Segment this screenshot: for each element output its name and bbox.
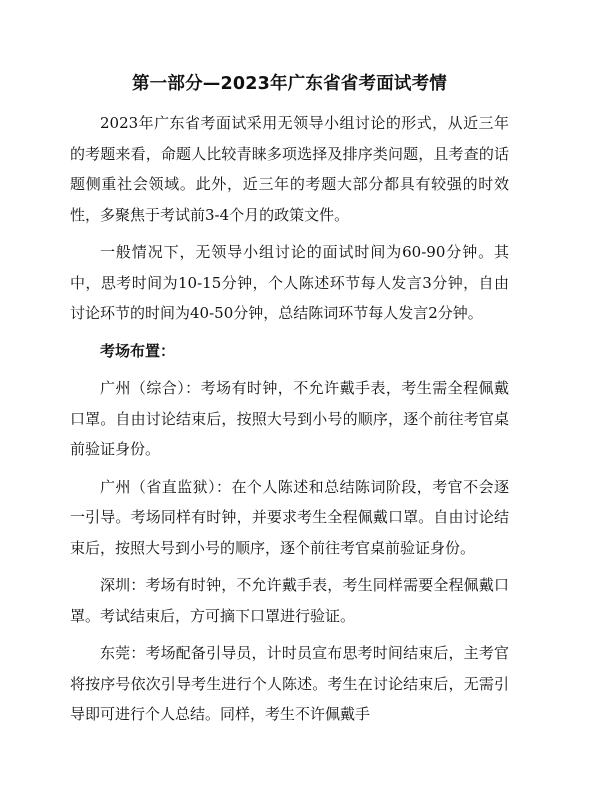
paragraph-dongguan: 东莞：考场配备引导员，计时员宣布思考时间结束后，主考官将按序号依次引导考生进行个人陈述。考生在讨论结束后，无需引导即可进行个人总结。同样，考生不许佩戴手 <box>70 644 509 723</box>
paragraph-guangzhou-general: 广州（综合）：考场有时钟，不允许戴手表，考生需全程佩戴口罩。自由讨论结束后，按照大号到小号的顺序，逐个前往考官桌前验证身份。 <box>70 379 509 458</box>
paragraph-shenzhen: 深圳：考场有时钟，不允许戴手表，考生同样需要全程佩戴口罩。考试结束后，方可摘下口罩进行验证。 <box>70 576 509 625</box>
paragraph-guangzhou-prison: 广州（省直监狱）：在个人陈述和总结陈词阶段，考官不会逐一引导。考场同样有时钟，并要求考生全程佩戴口罩。自由讨论结束后，按照大号到小号的顺序，逐个前往考官桌前验证身份。 <box>70 477 509 557</box>
document-title: 第一部分—2023年广东省省考面试考情 <box>131 74 447 94</box>
section-heading-venue: 考场布置： <box>100 341 176 360</box>
paragraph-intro: 2023年广东省考面试采用无领导小组讨论的形式，从近三年的考题来看，命题人比较青睐多项选择及排序类问题，且考查的话题侧重社会领域。此外，近三年的考题大部分都具有较强的时效性，多聚焦于考试前3-4个月的政策文件。 <box>70 114 509 224</box>
paragraph-timing: 一般情况下，无领导小组讨论的面试时间为60-90分钟。其中，思考时间为10-15分钟，个人陈述环节每人发言3分钟，自由讨论环节的时间为40-50分钟，总结陈词环节每人发言2分钟。 <box>70 243 509 322</box>
